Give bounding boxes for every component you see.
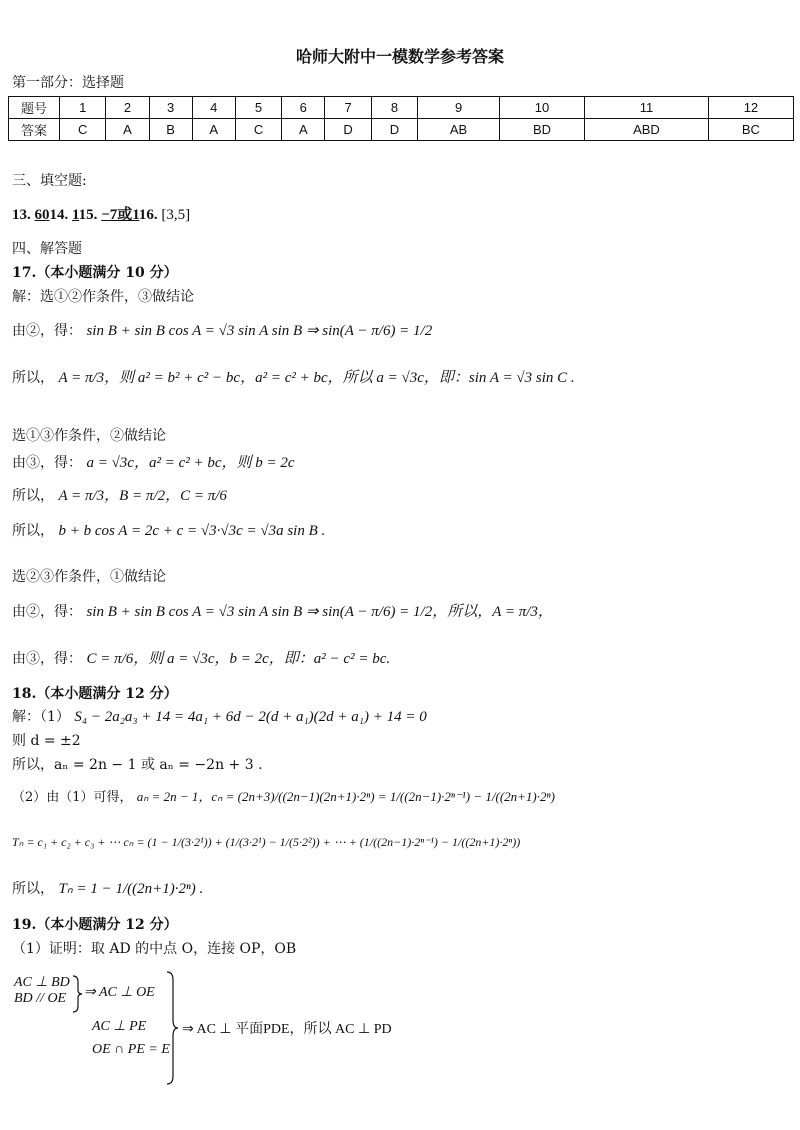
q17-text: 由②，得： (12, 604, 82, 620)
q16-answer: [3,5] (161, 207, 191, 223)
q17-line: 解：选①②作条件，③做结论 (12, 289, 194, 305)
q19-condition: BD // OE (14, 991, 67, 1006)
q19-condition: AC ⊥ PE (92, 1019, 147, 1034)
q17-text: 由②，得： (12, 323, 82, 339)
table-cell: 7 (325, 97, 371, 119)
table-cell: 8 (371, 97, 417, 119)
q19-condition: OE ∩ PE = E (92, 1042, 170, 1057)
q19-condition: AC ⊥ BD (14, 975, 70, 990)
table-cell: 2 (106, 97, 149, 119)
q17-line (12, 366, 575, 387)
q14-answer: 1 (72, 207, 80, 223)
q18-line (12, 834, 520, 850)
q19-heading: 19.（本小题满分 12 分） (12, 917, 178, 933)
q15-label: 15. (79, 207, 98, 223)
row-head-answer: 答案 (9, 119, 60, 141)
q18-line: 所以，aₙ = 2n − 1 或 aₙ = −2n + 3 . (12, 757, 263, 773)
table-cell: BD (499, 119, 584, 141)
q18-text: （2）由（1）可得， (12, 790, 133, 805)
fill-answers (12, 203, 190, 224)
table-cell: A (282, 119, 325, 141)
q17-text: 由③，得： (12, 651, 82, 667)
q15-answer: −7或1 (101, 207, 140, 223)
q17-formula: a = √3c，a² = c² + bc，则 b = 2c (86, 455, 295, 471)
q17-text: 所以， (12, 370, 54, 386)
table-cell: 10 (499, 97, 584, 119)
table-cell: 5 (235, 97, 281, 119)
q13-label: 13. (12, 207, 31, 223)
table-cell: 11 (585, 97, 709, 119)
q18-line (12, 786, 555, 805)
table-cell: BC (708, 119, 793, 141)
table-cell: ABD (585, 119, 709, 141)
q18-formula: Tₙ = 1 − 1/((2n+1)·2ⁿ) . (58, 881, 204, 897)
q18-line: 则 d = ±2 (12, 733, 81, 749)
q17-line (12, 484, 227, 505)
table-cell: 6 (282, 97, 325, 119)
q17-line: 选①③作条件，②做结论 (12, 428, 166, 444)
q19-line: （1）证明：取 AD 的中点 O，连接 OP，OB (12, 941, 297, 957)
question-number-row (9, 97, 794, 119)
q14-label: 14. (49, 207, 69, 223)
table-cell: 3 (149, 97, 192, 119)
page-title: 哈师大附中一模数学参考答案 (295, 47, 504, 66)
q17-formula: sin B + sin B cos A = √3 sin A sin B ⇒ sin(A − π/6) = 1/2 (86, 323, 433, 339)
table-cell: C (60, 119, 106, 141)
table-cell: D (371, 119, 417, 141)
q17-line (12, 600, 553, 621)
answer-table (8, 96, 794, 141)
table-cell: A (106, 119, 149, 141)
q17-line (12, 520, 325, 540)
fill-heading: 三、填空题: (12, 173, 87, 189)
q18-line (12, 878, 203, 898)
q16-label: 16. (139, 207, 158, 223)
q18-formula: Tₙ = c₁ + c₂ + c₃ + ⋯ cₙ = (1 − 1/(3·2¹)) + (1/(3·2¹) − 1/(5·2²)) + ⋯ + (1/((2n−1)·2ⁿ⁻¹) − 1/((2n+1)·2ⁿ)) (12, 835, 521, 849)
table-cell: 12 (708, 97, 793, 119)
table-cell: D (325, 119, 371, 141)
q17-text: 由③，得： (12, 455, 82, 471)
table-cell: A (192, 119, 235, 141)
answer-row (9, 119, 794, 141)
part1-heading: 第一部分：选择题 (12, 75, 124, 91)
row-head-number: 题号 (9, 97, 60, 119)
q17-formula: A = π/3，B = π/2，C = π/6 (58, 488, 227, 504)
q17-text: 所以， (12, 523, 54, 539)
right-brace-icon (164, 970, 180, 1086)
q13-answer: 60 (34, 207, 50, 223)
q19-conclusion: ⇒ AC ⊥ 平面PDE，所以 AC ⊥ PD (182, 1022, 392, 1037)
q18-line (12, 706, 427, 726)
q17-formula: C = π/6，则 a = √3c，b = 2c，即：a² − c² = bc. (86, 651, 391, 667)
q17-line: 选②③作条件，①做结论 (12, 569, 166, 585)
q18-heading: 18.（本小题满分 12 分） (12, 686, 178, 702)
table-cell: C (235, 119, 281, 141)
q18-formula: S₄ − 2a₂a₃ + 14 = 4a₁ + 6d − 2(d + a₁)(2d + a₁) + 14 = 0 (74, 709, 427, 725)
solve-heading: 四、解答题 (12, 241, 82, 257)
table-cell: 1 (60, 97, 106, 119)
q18-formula: aₙ = 2n − 1，cₙ = (2n+3)/((2n−1)(2n+1)·2ⁿ) = 1/((2n−1)·2ⁿ⁻¹) − 1/((2n+1)·2ⁿ) (136, 789, 555, 804)
table-cell: AB (418, 119, 500, 141)
table-cell: B (149, 119, 192, 141)
q19-result: ⇒ AC ⊥ OE (84, 985, 155, 1000)
q17-line (12, 647, 390, 668)
table-cell: 9 (418, 97, 500, 119)
q17-line (12, 320, 432, 340)
q17-formula: sin B + sin B cos A = √3 sin A sin B ⇒ sin(A − π/6) = 1/2，所以，A = π/3， (86, 604, 553, 620)
q17-text: 所以， (12, 488, 54, 504)
q17-formula: A = π/3，则 a² = b² + c² − bc，a² = c² + bc，所以 a = √3c，即：sin A = √3 sin C . (58, 370, 575, 386)
q17-formula: b + b cos A = 2c + c = √3·√3c = √3a sin B . (58, 523, 326, 539)
table-cell: 4 (192, 97, 235, 119)
q17-line (12, 451, 295, 472)
q19-proof-block (14, 974, 70, 1007)
q17-heading: 17.（本小题满分 10 分） (12, 265, 178, 281)
q18-text: 所以， (12, 881, 54, 897)
q18-text: 解：（1） (12, 709, 70, 725)
left-brace-icon (70, 974, 84, 1014)
